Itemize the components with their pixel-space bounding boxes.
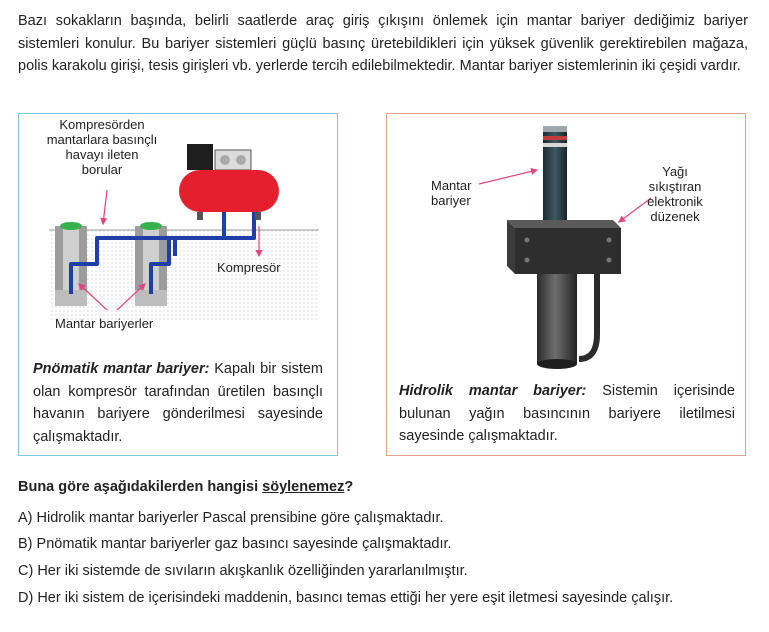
hydraulic-bollard xyxy=(507,126,621,369)
question-text xyxy=(18,479,353,495)
hydraulic-panel xyxy=(386,113,746,456)
option-b[interactable]: B) Pnömatik mantar bariyerler gaz basıncı sayesinde çalışmaktadır. xyxy=(18,536,452,552)
option-d[interactable]: D) Her iki sistem de içerisindeki maddenin, basıncı temas ettiği her yere eşit iletmesi sayesinde çalışır. xyxy=(18,590,674,606)
hydraulic-caption xyxy=(399,380,735,448)
label-compressor: Kompresör xyxy=(217,260,281,275)
label-electronic-device: Yağı sıkıştıran elektronik düzenek xyxy=(647,164,703,224)
question-prefix: Buna göre aşağıdakilerden hangisi xyxy=(18,479,263,495)
hydraulic-diagram xyxy=(387,114,747,376)
pneumatic-caption-title: Pnömatik mantar bariyer: xyxy=(33,361,210,377)
question-suffix: ? xyxy=(344,479,354,495)
option-a[interactable]: A) Hidrolik mantar bariyerler Pascal prensibine göre çalışmaktadır. xyxy=(18,510,444,526)
hydraulic-caption-title: Hidrolik mantar bariyer: xyxy=(399,383,587,399)
pneumatic-caption-text: Kapalı bir sistem olan kompresör tarafından üretilen basınçlı havanın bariyere gönderilmesi sayesinde çalışmaktadır. xyxy=(33,361,323,445)
hydraulic-caption-text: Sistemin içerisinde bulunan yağın basıncının bariyere iletilmesi sayesinde çalışmaktadır. xyxy=(399,383,735,444)
intro-paragraph: Bazı sokakların başında, belirli saatlerde araç giriş çıkışını önlemek için mantar bariyer dediğimiz bariyer sistemleri konulur. Bu bariyer sistemleri güçlü basınç üretebildikleri için yüksek güvenlik gerektirebilen mağaza, polis karakolu girişi, tesis girişleri vb. yerlerde tercih edilebilmektedir. Mantar bariyer sistemlerinin iki çeşidi vardır. xyxy=(18,13,748,74)
pneumatic-panel xyxy=(18,113,338,456)
pneumatic-caption xyxy=(33,358,323,448)
label-barriers: Mantar bariyerler xyxy=(55,316,154,331)
question-underlined: söylenemez xyxy=(262,479,345,495)
label-pipes: Kompresörden mantarlara basınçlı havayı ileten borular xyxy=(46,117,158,177)
pipes-arrow xyxy=(103,190,107,224)
label-mantar-bariyer: Mantar bariyer xyxy=(431,178,472,208)
barrier-arrow xyxy=(479,170,537,184)
option-c[interactable]: C) Her iki sistemde de sıvıların akışkanlık özelliğinden yararlanılmıştır. xyxy=(18,563,468,579)
compressor-unit xyxy=(179,144,279,220)
